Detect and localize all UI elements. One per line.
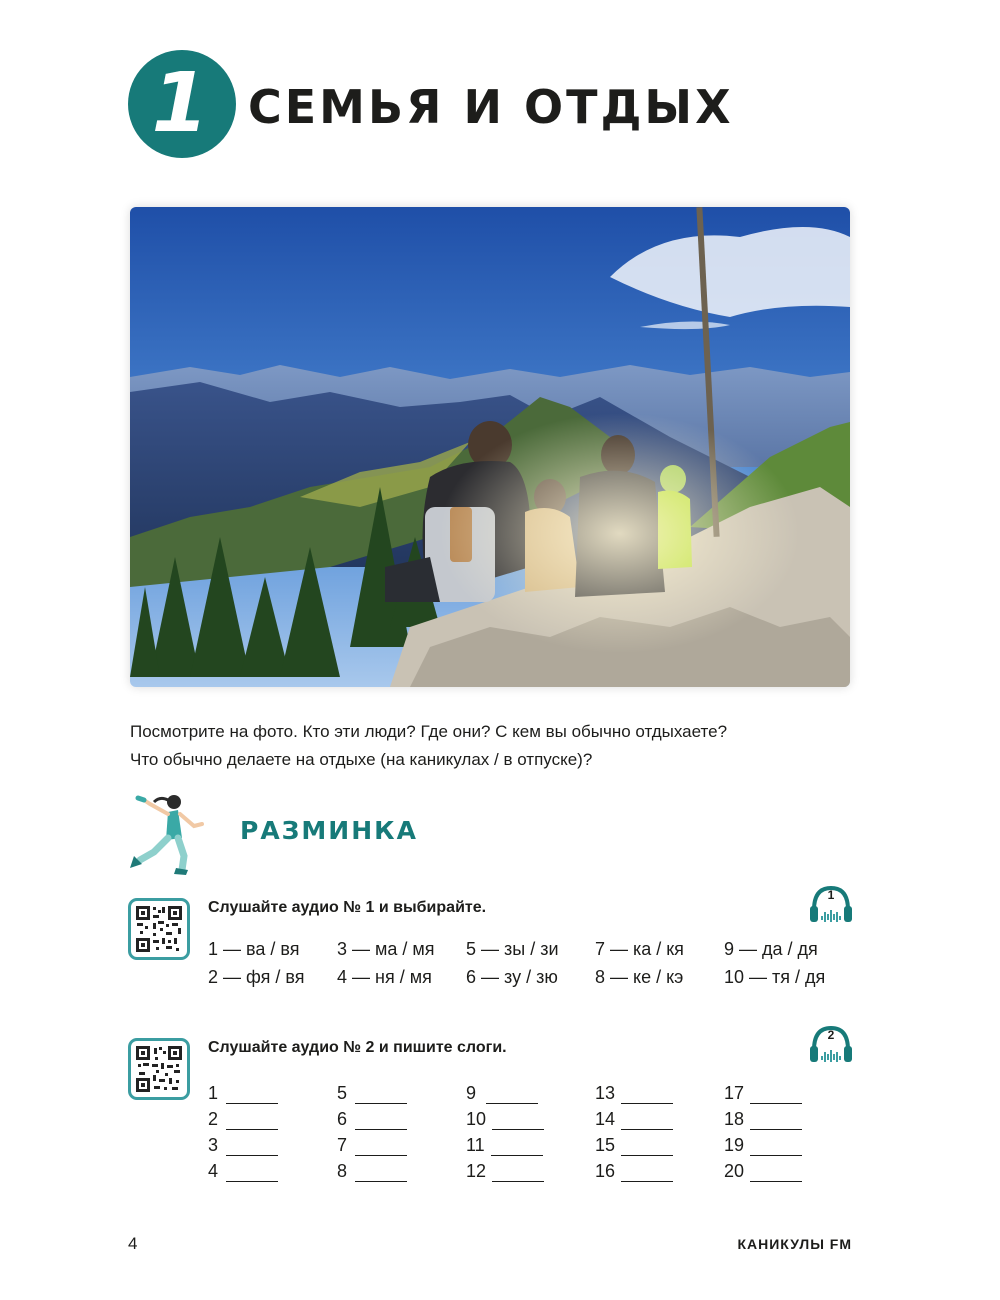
blank-line [355,1139,407,1156]
blank-line [621,1113,673,1130]
blank-number: 13 [595,1083,616,1103]
blank-line [750,1113,802,1130]
blank-number: 18 [724,1109,745,1129]
exercise-2-instruction: Слушайте аудио № 2 и пишите слоги. [208,1039,507,1056]
exercise-1-instruction: Слушайте аудио № 1 и выбирайте. [208,899,487,916]
blank-item[interactable] [466,1078,595,1104]
blank-number: 12 [466,1161,487,1181]
blank-line [226,1113,278,1130]
page-number: 4 [128,1234,138,1253]
blank-item[interactable] [466,1130,595,1156]
audio-track-1-number: 1 [827,888,835,902]
blank-item[interactable] [337,1130,466,1156]
blank-item[interactable] [595,1130,724,1156]
blank-item[interactable] [337,1104,466,1130]
intro-questions [130,718,850,774]
syllable-item: 6 — зу / зю [466,967,558,987]
syllable-blanks-grid [208,1078,858,1182]
blank-line [621,1087,673,1104]
syllable-item: 9 — да / дя [724,939,818,959]
syllable-choice-grid [208,938,858,988]
blank-item[interactable] [208,1104,337,1130]
blank-number: 15 [595,1135,616,1155]
blank-item[interactable] [595,1078,724,1104]
blank-number: 19 [724,1135,745,1155]
blank-line [226,1165,278,1182]
blank-item[interactable] [724,1156,853,1182]
blank-number: 17 [724,1083,745,1103]
blank-item[interactable] [466,1156,595,1182]
chapter-number: 1 [151,56,209,151]
blank-item[interactable] [724,1104,853,1130]
syllable-item: 4 — ня / мя [337,967,432,987]
footer-brand: КАНИКУЛЫ FM [737,1236,852,1252]
blank-line [492,1113,544,1130]
audio-track-2-number: 2 [827,1028,835,1042]
blank-number: 16 [595,1161,616,1181]
blank-number: 6 [337,1109,348,1129]
syllable-item: 5 — зы / зи [466,939,559,959]
blank-line [492,1165,544,1182]
blank-number: 14 [595,1109,616,1129]
qr-code-audio-2[interactable] [128,1038,190,1100]
syllable-item: 8 — ке / кэ [595,967,684,987]
blank-item[interactable] [724,1078,853,1104]
qr-code-audio-1[interactable] [128,898,190,960]
syllable-item: 7 — ка / кя [595,939,684,959]
blank-item[interactable] [337,1078,466,1104]
blank-line [226,1139,278,1156]
qr-code-icon [136,906,182,952]
blank-number: 7 [337,1135,348,1155]
syllable-item: 10 — тя / дя [724,967,826,987]
syllable-item: 2 — фя / вя [208,967,305,987]
section-title: РАЗМИНКА [240,816,418,845]
blank-item[interactable] [208,1130,337,1156]
blank-number: 4 [208,1161,219,1181]
audio-track-2-icon[interactable] [808,1024,854,1064]
intro-line-1: Посмотрите на фото. Кто эти люди? Где они? С кем вы обычно отдыхаете? [130,722,728,741]
chapter-title: СЕМЬЯ И ОТДЫХ [248,80,734,134]
blank-item[interactable] [337,1156,466,1182]
blank-item[interactable] [466,1104,595,1130]
chapter-number-badge [128,50,236,158]
blank-line [491,1139,543,1156]
syllable-item: 3 — ма / мя [337,939,435,959]
blank-item[interactable] [208,1078,337,1104]
family-mountain-photo [130,207,850,687]
intro-line-2: Что обычно делаете на отдыхе (на каникулах / в отпуске)? [130,750,593,769]
blank-line [355,1165,407,1182]
running-woman-icon [124,790,208,876]
blank-number: 1 [208,1083,219,1103]
blank-item[interactable] [595,1104,724,1130]
blank-line [621,1165,673,1182]
blank-line [750,1139,802,1156]
blank-line [226,1087,278,1104]
blank-line [486,1087,538,1104]
blank-line [355,1087,407,1104]
audio-track-1-icon[interactable] [808,884,854,924]
blank-number: 2 [208,1109,219,1129]
blank-item[interactable] [595,1156,724,1182]
blank-item[interactable] [724,1130,853,1156]
blank-line [750,1087,802,1104]
blank-number: 20 [724,1161,745,1181]
blank-line [621,1139,673,1156]
syllable-item: 1 — ва / вя [208,939,300,959]
blank-number: 10 [466,1109,487,1129]
blank-number: 5 [337,1083,348,1103]
blank-number: 11 [466,1135,485,1155]
qr-code-icon [136,1046,182,1092]
blank-line [355,1113,407,1130]
blank-number: 3 [208,1135,219,1155]
blank-line [750,1165,802,1182]
blank-number: 8 [337,1161,348,1181]
blank-number: 9 [466,1083,477,1103]
blank-item[interactable] [208,1156,337,1182]
